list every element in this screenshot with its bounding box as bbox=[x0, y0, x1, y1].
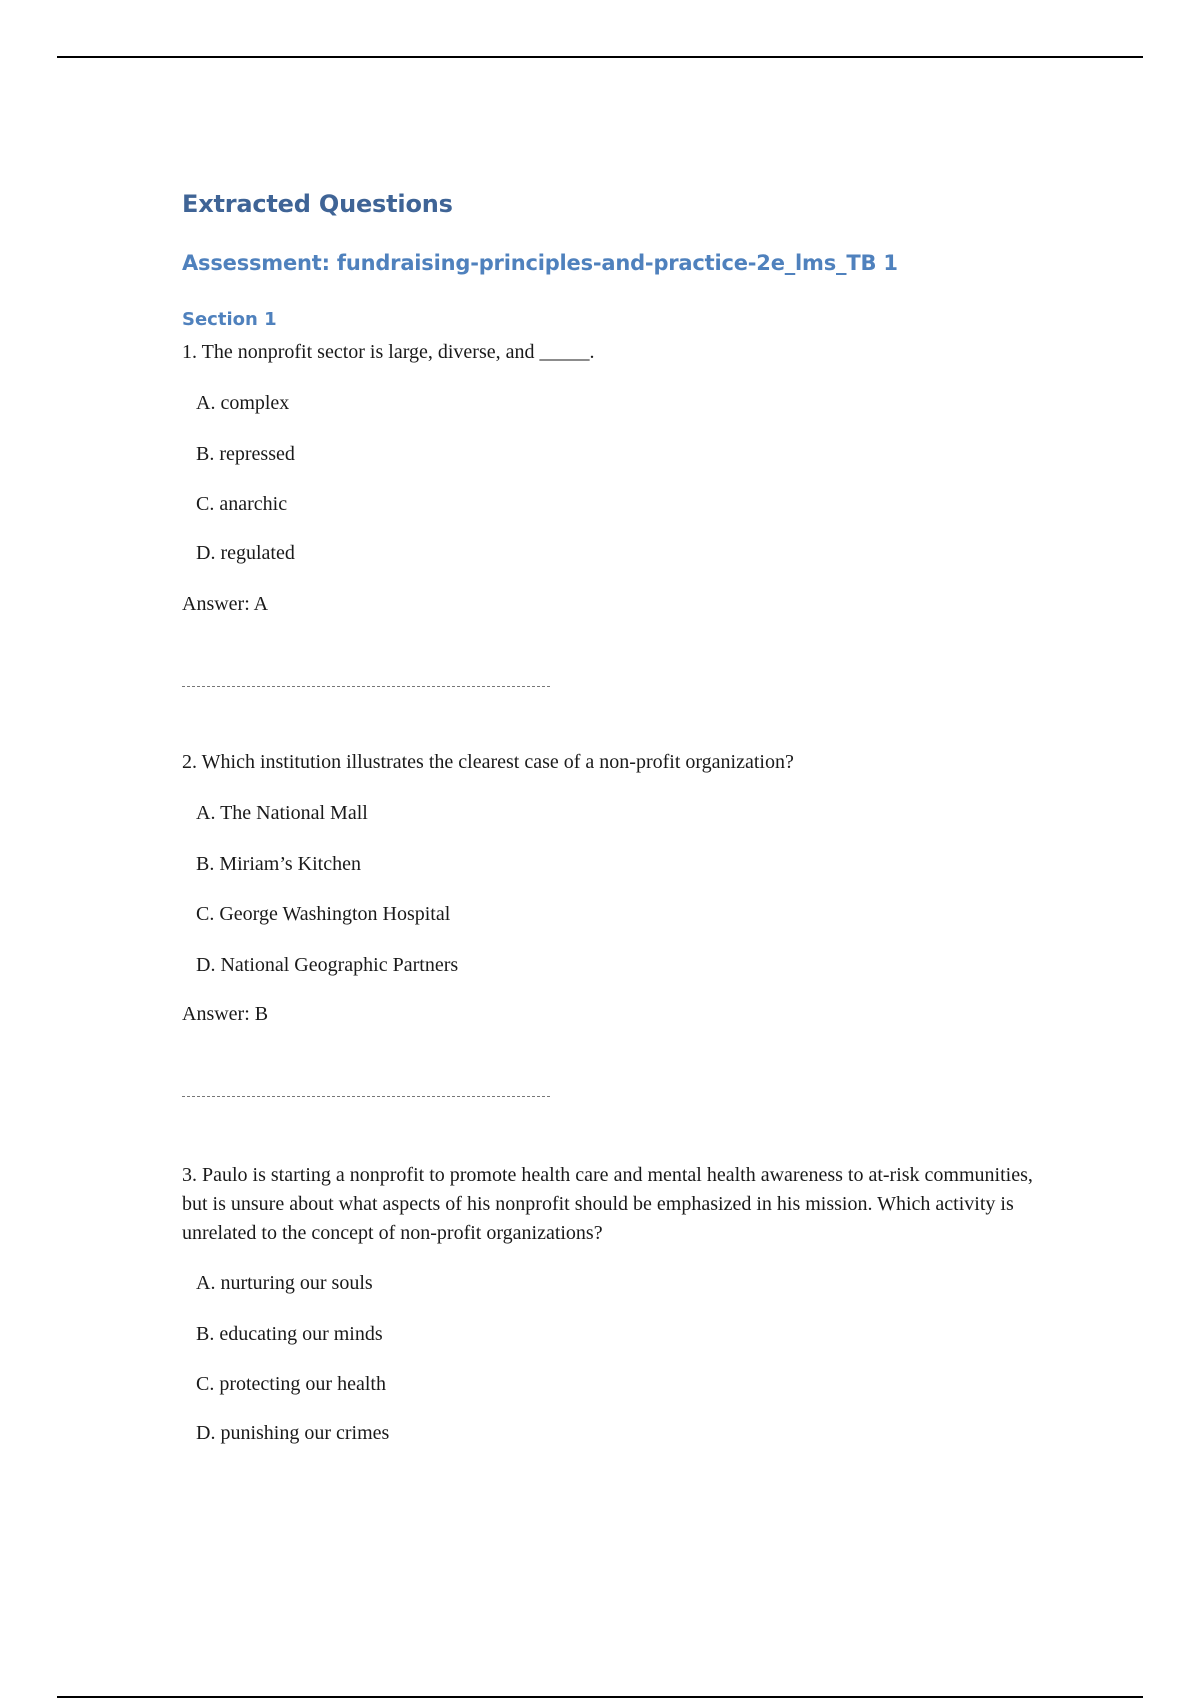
question-2-option-a: A. The National Mall bbox=[196, 802, 368, 824]
section-heading: Section 1 bbox=[182, 309, 277, 330]
question-1-text: 1. The nonprofit sector is large, diverse, and _____. bbox=[182, 341, 595, 363]
question-3-option-d: D. punishing our crimes bbox=[196, 1422, 390, 1444]
question-3-option-b: B. educating our minds bbox=[196, 1323, 383, 1345]
question-separator bbox=[182, 686, 550, 687]
question-3-option-c: C. protecting our health bbox=[196, 1373, 386, 1395]
question-separator bbox=[182, 1096, 550, 1097]
question-2-option-b: B. Miriam’s Kitchen bbox=[196, 853, 361, 875]
question-3-text: 3. Paulo is starting a nonprofit to promote health care and mental health awareness to at-risk communities, but is unsure about what aspects of his nonprofit should be emphasized in his mission. Which activity is unrelated to the concept of non-profit organizations? bbox=[182, 1164, 1033, 1244]
question-2-option-d: D. National Geographic Partners bbox=[196, 954, 459, 976]
question-2-text: 2. Which institution illustrates the clearest case of a non-profit organization? bbox=[182, 751, 794, 773]
question-1-option-d: D. regulated bbox=[196, 542, 295, 564]
question-1-option-b: B. repressed bbox=[196, 443, 295, 465]
page-bottom-rule bbox=[57, 1696, 1143, 1698]
question-2-option-c: C. George Washington Hospital bbox=[196, 903, 451, 925]
page-top-rule bbox=[57, 56, 1143, 58]
question-1-option-a: A. complex bbox=[196, 392, 290, 414]
question-1-answer: Answer: A bbox=[182, 593, 269, 615]
assessment-heading: Assessment: fundraising-principles-and-practice-2e_lms_TB 1 bbox=[182, 251, 898, 275]
question-2-answer: Answer: B bbox=[182, 1003, 269, 1025]
document-title: Extracted Questions bbox=[182, 190, 453, 218]
question-3-option-a: A. nurturing our souls bbox=[196, 1272, 373, 1294]
question-1-option-c: C. anarchic bbox=[196, 493, 288, 515]
